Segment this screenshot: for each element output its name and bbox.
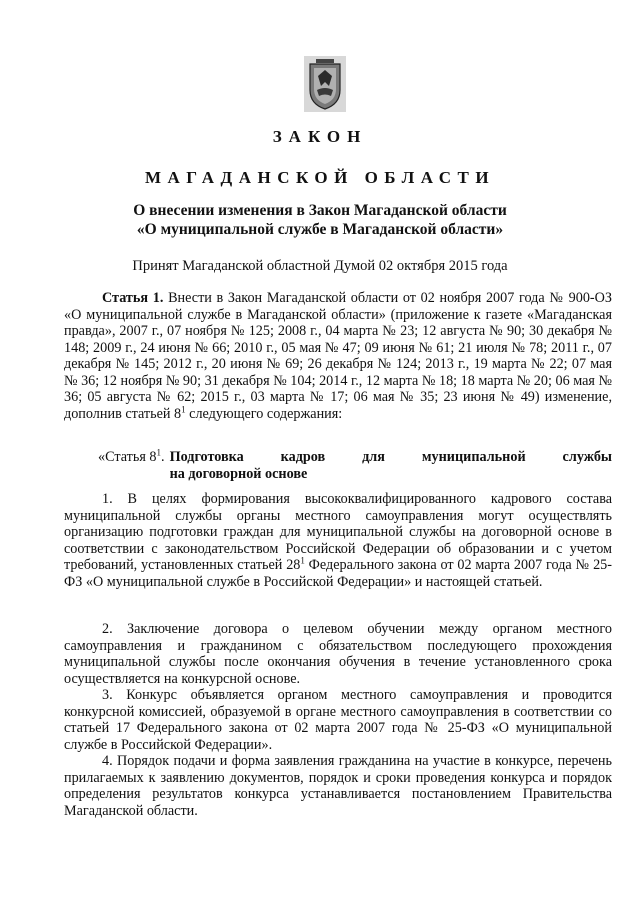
article-8-1-heading [98,449,612,483]
article-8-1-title [170,449,612,483]
paragraph-3: 3. Конкурс объявляется органом местного самоуправления и проводится конкурсной комиссией, образуемой в органе местного самоуправления в соответствии со статьей 17 Федерального закона от 02 марта 2007 года № 25-ФЗ «О муниципальной службе в Российской Федерации». [64,687,612,753]
article-8-1-label-sup: 1 [156,447,162,458]
paragraph-1-sup: 1 [300,555,305,566]
article-8-1-label-prefix: «Статья 8 [98,449,157,465]
article-1-label: Статья 1. [102,290,164,306]
paragraph-1-text: 1. В целях формирования высококвалифицированного кадрового состава муниципальной службы органы местного самоуправления могут осуществлять организацию подготовки граждан для муниципальной службы на договорной основе в соответствии с законодательством Российской Федерации об образовании и с учетом требований, установленных статьей 28 [64,491,612,573]
law-heading: ЗАКОН [272,127,368,146]
paragraph-4: 4. Порядок подачи и форма заявления гражданина на участие в конкурсе, перечень прилагаемых к заявлению документов, порядок и сроки проведения конкурса и порядок определения результатов конкурса устанавливается постановлением Правительства Магаданской области. [64,753,612,819]
paragraph-2: 2. Заключение договора о целевом обучении между органом местного самоуправления и гражданином с обязательством последующего прохождения муниципальной службы после окончания обучения в течение установленного срока осуществляется на конкурсной основе. [64,621,612,687]
law-title-line-2: «О муниципальной службе в Магаданской области» [136,221,504,238]
article-1-tail: следующего содержания: [189,405,343,422]
paragraph-1-text-end: Федерального закона от 02 марта 2007 года № 25-ФЗ «О муниципальной службе в Российской Федерации» и настоящей статьей. [64,557,612,590]
coat-of-arms-icon [304,56,346,112]
paragraph-1 [64,491,612,590]
article-8-1-label [98,449,170,483]
article-1-text: Внести в Закон Магаданской области от 02 ноября 2007 года № 900-ОЗ «О муниципальной службе в Магаданской области» (приложение к газете «Магаданская правда», 2007 г., 07 ноября № 125; 2008 г., 04 марта № 23; 12 августа № 90; 30 декабря № 148; 2009 г., 24 июня № 66; 2010 г., 05 мая № 47; 09 июня № 61; 21 июля № 78; 2011 г., 07 декабря № 145; 2012 г., 20 июня № 69; 26 декабря № 124; 2013 г., 19 марта № 22; 07 мая № 36; 12 ноября № 90; 31 декабря № 104; 2014 г., 12 марта № 18; 18 марта № 20; 06 мая № 36; 05 августа № 62; 2015 г., 03 марта № 17; 06 мая № 35; 23 июня № 49) изменение, дополнив статьей 8 [64,290,613,422]
article-8-1-label-suffix: . [161,449,165,465]
article-8-1-title-line-2: на договорной основе [169,466,308,482]
law-title-line-1: О внесении изменения в Закон Магаданской области [133,202,507,219]
region-heading: МАГАДАНСКОЙ ОБЛАСТИ [144,168,496,187]
article-1-sup: 1 [181,403,186,414]
law-title [0,201,640,239]
adoption-note: Принят Магаданской областной Думой 02 октября 2015 года [132,258,508,274]
article-8-1-title-line-1: Подготовка кадров для муниципальной службы [169,449,612,465]
article-1 [64,290,612,422]
